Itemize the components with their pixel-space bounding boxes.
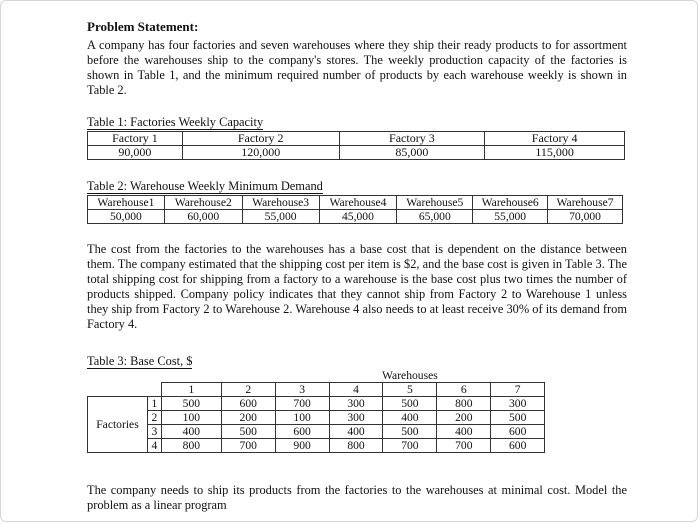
table3-cell: 400 xyxy=(437,425,491,439)
table3-group-header-row xyxy=(88,369,601,383)
table3-cell: 400 xyxy=(329,425,383,439)
table3-col-header: 4 xyxy=(329,383,383,397)
table3-cell: 600 xyxy=(275,425,329,439)
table3-cell: 300 xyxy=(329,411,383,425)
table2-header-cell: Warehouse7 xyxy=(548,196,623,210)
table3-cell: 700 xyxy=(437,439,491,453)
closing-paragraph: The company needs to ship its products from the factories to the warehouses at minimal cost. Model the problem as a linear program xyxy=(87,483,627,512)
table1-header-cell: Factory 4 xyxy=(485,132,625,146)
factories-capacity-table xyxy=(87,131,625,160)
table1-value-cell: 90,000 xyxy=(88,146,183,160)
table2-header-row xyxy=(88,196,623,210)
table3-col-header: 6 xyxy=(437,383,491,397)
table3-cell: 200 xyxy=(221,411,275,425)
table3-row xyxy=(88,425,601,439)
table3-cell: 400 xyxy=(383,411,437,425)
table3-cell: 700 xyxy=(275,397,329,411)
table2-value-cell: 45,000 xyxy=(319,210,397,224)
table2-header-cell: Warehouse2 xyxy=(164,196,242,210)
table2-header-cell: Warehouse3 xyxy=(242,196,319,210)
table3-cell: 500 xyxy=(221,425,275,439)
table2-value-cell: 50,000 xyxy=(88,210,165,224)
table1-header-cell: Factory 2 xyxy=(182,132,339,146)
table1-header-row xyxy=(88,132,625,146)
table3-row xyxy=(88,411,601,425)
table3-col-header: 3 xyxy=(275,383,329,397)
table3-col-header: 7 xyxy=(491,383,545,397)
table2-value-row xyxy=(88,210,623,224)
table3-col-header: 5 xyxy=(383,383,437,397)
table3-cell: 100 xyxy=(161,411,221,425)
table3-cell: 300 xyxy=(491,397,545,411)
warehouse-demand-table xyxy=(87,195,623,224)
table3-cell: 300 xyxy=(329,397,383,411)
table2-value-cell: 55,000 xyxy=(473,210,548,224)
table3-cell: 800 xyxy=(161,439,221,453)
table3-column-header-row xyxy=(88,383,601,397)
table2-value-cell: 60,000 xyxy=(164,210,242,224)
problem-title: Problem Statement: xyxy=(87,19,199,34)
table3-cell: 700 xyxy=(221,439,275,453)
table2-caption: Table 2: Warehouse Weekly Minimum Demand xyxy=(87,179,323,193)
table3-row xyxy=(88,439,601,453)
table3-caption: Table 3: Base Cost, $ xyxy=(87,354,193,368)
table3-row-header: 2 xyxy=(147,411,161,425)
table3-col-header: 1 xyxy=(161,383,221,397)
table2-header-cell: Warehouse1 xyxy=(88,196,165,210)
table3-cell: 500 xyxy=(161,397,221,411)
table3-cell: 800 xyxy=(437,397,491,411)
warehouses-group-label: Warehouses xyxy=(329,369,491,383)
factories-group-label: Factories xyxy=(88,397,148,453)
table2-value-cell: 70,000 xyxy=(548,210,623,224)
table3-row-header: 1 xyxy=(147,397,161,411)
table3-cell: 800 xyxy=(329,439,383,453)
table2-header-cell: Warehouse6 xyxy=(473,196,548,210)
table3-cell: 200 xyxy=(437,411,491,425)
table2-value-cell: 65,000 xyxy=(397,210,473,224)
table3-row xyxy=(88,397,601,411)
table3-cell: 600 xyxy=(491,439,545,453)
table1-value-cell: 120,000 xyxy=(182,146,339,160)
table2-value-cell: 55,000 xyxy=(242,210,319,224)
table1-header-cell: Factory 3 xyxy=(339,132,485,146)
table3-row-header: 4 xyxy=(147,439,161,453)
table1-value-cell: 115,000 xyxy=(485,146,625,160)
table1-caption: Table 1: Factories Weekly Capacity xyxy=(87,115,264,129)
table1-value-cell: 85,000 xyxy=(339,146,485,160)
table3-col-header: 2 xyxy=(221,383,275,397)
table3-cell: 600 xyxy=(221,397,275,411)
table3-row-header: 3 xyxy=(147,425,161,439)
table3-cell: 400 xyxy=(161,425,221,439)
table1-value-row xyxy=(88,146,625,160)
table3-cell: 900 xyxy=(275,439,329,453)
table3-cell: 600 xyxy=(491,425,545,439)
cost-paragraph: The cost from the factories to the warehouses has a base cost that is dependent on the distance between them. The company estimated that the shipping cost per item is $2, and the base cost is given in Table 3. The total shipping cost for shipping from a factory to a warehouse is the base cost plus two times the number of products shipped. Company policy indicates that they cannot ship from Factory 2 to Warehouse 1 unless they ship from Factory 2 to Warehouse 2. Warehouse 4 also needs to at least receive 30% of its demand from Factory 4. xyxy=(87,242,627,331)
table1-header-cell: Factory 1 xyxy=(88,132,183,146)
table3-cell: 100 xyxy=(275,411,329,425)
table3-cell: 500 xyxy=(383,425,437,439)
base-cost-table xyxy=(87,369,601,453)
table2-header-cell: Warehouse4 xyxy=(319,196,397,210)
table3-cell: 500 xyxy=(491,411,545,425)
table2-header-cell: Warehouse5 xyxy=(397,196,473,210)
table3-cell: 700 xyxy=(383,439,437,453)
table3-cell: 500 xyxy=(383,397,437,411)
intro-paragraph: A company has four factories and seven warehouses where they ship their ready products to for assortment before the warehouses ship to the company's stores. The weekly production capacity of the factories is shown in Table 1, and the minimum required number of products by each warehouse weekly is shown in Table 2. xyxy=(87,38,627,97)
